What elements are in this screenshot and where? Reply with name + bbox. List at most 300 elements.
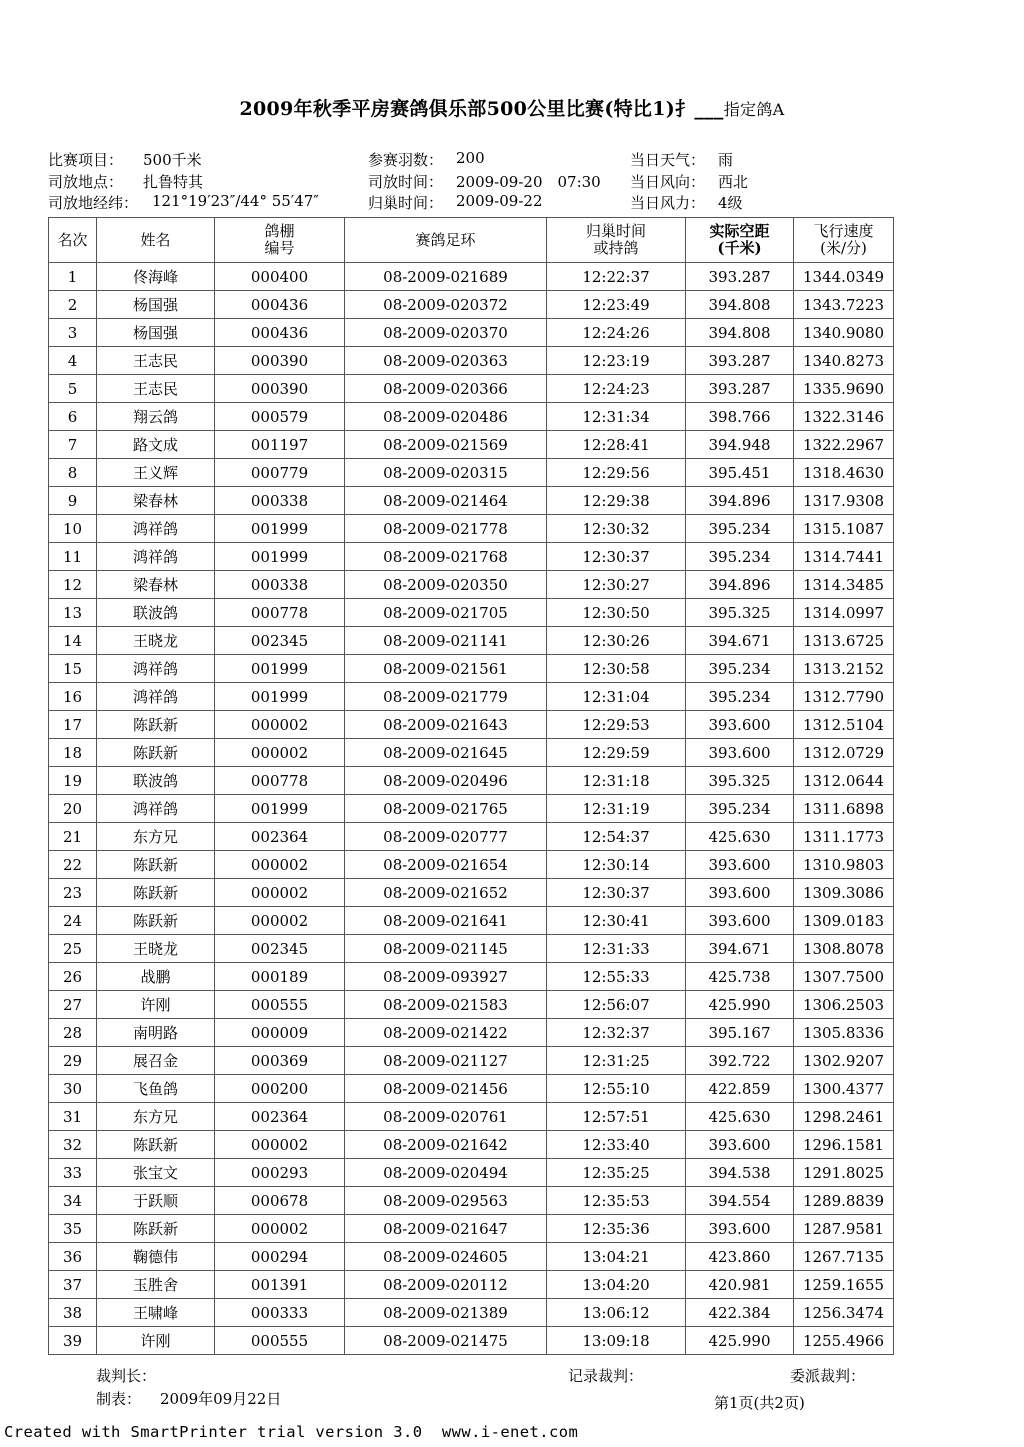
cell-time: 12:35:25 xyxy=(547,1159,686,1187)
cell-rank: 34 xyxy=(49,1187,97,1215)
cell-speed: 1296.1581 xyxy=(794,1131,894,1159)
cell-name: 陈跃新 xyxy=(97,851,215,879)
cell-distance: 393.600 xyxy=(686,851,794,879)
table-row xyxy=(49,935,894,963)
cell-name: 翔云鸽 xyxy=(97,403,215,431)
cell-time: 12:29:59 xyxy=(547,739,686,767)
cell-distance: 393.600 xyxy=(686,1131,794,1159)
cell-distance: 393.600 xyxy=(686,907,794,935)
table-row xyxy=(49,627,894,655)
cell-speed: 1300.4377 xyxy=(794,1075,894,1103)
wind-force-label: 当日风力： xyxy=(630,194,706,212)
table-row xyxy=(49,907,894,935)
cell-ring: 08-2009-021768 xyxy=(345,543,547,571)
table-row xyxy=(49,1019,894,1047)
cell-rank: 1 xyxy=(49,263,97,291)
table-row xyxy=(49,879,894,907)
cell-loft: 000436 xyxy=(215,291,345,319)
cell-distance: 425.738 xyxy=(686,963,794,991)
header-loft: 鸽棚 编号 xyxy=(215,218,345,263)
cell-time: 12:30:32 xyxy=(547,515,686,543)
cell-ring: 08-2009-021779 xyxy=(345,683,547,711)
cell-distance: 395.325 xyxy=(686,599,794,627)
weather-label: 当日天气： xyxy=(630,151,706,169)
table-row xyxy=(49,1075,894,1103)
cell-time: 12:29:53 xyxy=(547,711,686,739)
cell-ring: 08-2009-020777 xyxy=(345,823,547,851)
wind-force-value: 4级 xyxy=(718,194,743,212)
table-row xyxy=(49,403,894,431)
cell-time: 13:04:20 xyxy=(547,1271,686,1299)
cell-name: 飞鱼鸽 xyxy=(97,1075,215,1103)
cell-loft: 000390 xyxy=(215,347,345,375)
cell-loft: 000002 xyxy=(215,1215,345,1243)
table-row xyxy=(49,655,894,683)
table-row xyxy=(49,347,894,375)
cell-loft: 000002 xyxy=(215,1131,345,1159)
cell-speed: 1287.9581 xyxy=(794,1215,894,1243)
cell-ring: 08-2009-021389 xyxy=(345,1299,547,1327)
cell-time: 12:29:38 xyxy=(547,487,686,515)
cell-distance: 394.554 xyxy=(686,1187,794,1215)
table-row xyxy=(49,1215,894,1243)
table-row xyxy=(49,515,894,543)
header-rank: 名次 xyxy=(49,218,97,263)
table-row xyxy=(49,459,894,487)
cell-name: 杨国强 xyxy=(97,291,215,319)
cell-time: 12:31:18 xyxy=(547,767,686,795)
cell-rank: 24 xyxy=(49,907,97,935)
cell-ring: 08-2009-021475 xyxy=(345,1327,547,1355)
cell-rank: 32 xyxy=(49,1131,97,1159)
cell-speed: 1314.0997 xyxy=(794,599,894,627)
project-label: 比赛项目： xyxy=(48,151,124,169)
cell-ring: 08-2009-021705 xyxy=(345,599,547,627)
cell-distance: 395.234 xyxy=(686,795,794,823)
cell-ring: 08-2009-021778 xyxy=(345,515,547,543)
made-by-label: 制表： xyxy=(96,1390,142,1408)
cell-loft: 000778 xyxy=(215,767,345,795)
cell-time: 12:29:56 xyxy=(547,459,686,487)
table-row xyxy=(49,1159,894,1187)
cell-speed: 1312.7790 xyxy=(794,683,894,711)
cell-distance: 423.860 xyxy=(686,1243,794,1271)
cell-time: 12:31:19 xyxy=(547,795,686,823)
cell-ring: 08-2009-020315 xyxy=(345,459,547,487)
cell-speed: 1340.8273 xyxy=(794,347,894,375)
cell-speed: 1318.4630 xyxy=(794,459,894,487)
cell-loft: 001391 xyxy=(215,1271,345,1299)
cell-loft: 001999 xyxy=(215,515,345,543)
cell-speed: 1311.1773 xyxy=(794,823,894,851)
cell-ring: 08-2009-021456 xyxy=(345,1075,547,1103)
cell-loft: 000333 xyxy=(215,1299,345,1327)
release-place-value: 扎鲁特其 xyxy=(143,173,204,191)
page-indicator: 第1页(共2页) xyxy=(714,1394,805,1412)
cell-rank: 38 xyxy=(49,1299,97,1327)
cell-distance: 395.234 xyxy=(686,655,794,683)
cell-loft: 002364 xyxy=(215,823,345,851)
cell-time: 12:33:40 xyxy=(547,1131,686,1159)
cell-distance: 394.896 xyxy=(686,487,794,515)
cell-time: 12:30:37 xyxy=(547,879,686,907)
cell-rank: 35 xyxy=(49,1215,97,1243)
header-name: 姓名 xyxy=(97,218,215,263)
cell-ring: 08-2009-021654 xyxy=(345,851,547,879)
cell-loft: 000009 xyxy=(215,1019,345,1047)
cell-speed: 1291.8025 xyxy=(794,1159,894,1187)
cell-loft: 001197 xyxy=(215,431,345,459)
cell-time: 12:30:37 xyxy=(547,543,686,571)
cell-rank: 33 xyxy=(49,1159,97,1187)
report-title-blank: ___ xyxy=(694,98,724,120)
table-row xyxy=(49,1187,894,1215)
cell-rank: 17 xyxy=(49,711,97,739)
cell-ring: 08-2009-021642 xyxy=(345,1131,547,1159)
cell-ring: 08-2009-020494 xyxy=(345,1159,547,1187)
cell-ring: 08-2009-020496 xyxy=(345,767,547,795)
cell-rank: 4 xyxy=(49,347,97,375)
table-row xyxy=(49,1131,894,1159)
cell-rank: 28 xyxy=(49,1019,97,1047)
cell-name: 王志民 xyxy=(97,375,215,403)
cell-distance: 395.234 xyxy=(686,683,794,711)
cell-rank: 21 xyxy=(49,823,97,851)
cell-speed: 1256.3474 xyxy=(794,1299,894,1327)
cell-distance: 395.234 xyxy=(686,543,794,571)
cell-distance: 420.981 xyxy=(686,1271,794,1299)
cell-rank: 2 xyxy=(49,291,97,319)
cell-speed: 1306.2503 xyxy=(794,991,894,1019)
table-row xyxy=(49,823,894,851)
wind-dir-label: 当日风向： xyxy=(630,173,706,191)
cell-speed: 1311.6898 xyxy=(794,795,894,823)
cell-rank: 13 xyxy=(49,599,97,627)
cell-speed: 1313.6725 xyxy=(794,627,894,655)
cell-speed: 1255.4966 xyxy=(794,1327,894,1355)
cell-speed: 1335.9690 xyxy=(794,375,894,403)
cell-name: 陈跃新 xyxy=(97,879,215,907)
cell-time: 12:31:25 xyxy=(547,1047,686,1075)
count-value: 200 xyxy=(456,149,485,167)
cell-distance: 394.948 xyxy=(686,431,794,459)
weather-value: 雨 xyxy=(718,151,734,169)
project-value: 500千米 xyxy=(143,151,202,169)
cell-name: 战鹏 xyxy=(97,963,215,991)
cell-distance: 393.600 xyxy=(686,711,794,739)
cell-rank: 36 xyxy=(49,1243,97,1271)
cell-speed: 1322.2967 xyxy=(794,431,894,459)
cell-speed: 1309.0183 xyxy=(794,907,894,935)
cell-rank: 30 xyxy=(49,1075,97,1103)
cell-time: 13:04:21 xyxy=(547,1243,686,1271)
watermark-text: Created with SmartPrinter trial version 3.0 www.i-enet.com xyxy=(4,1423,579,1441)
cell-time: 12:31:04 xyxy=(547,683,686,711)
cell-name: 玉胜舍 xyxy=(97,1271,215,1299)
cell-distance: 425.990 xyxy=(686,991,794,1019)
cell-distance: 393.287 xyxy=(686,375,794,403)
header-time: 归巢时间 或持鸽 xyxy=(547,218,686,263)
cell-time: 12:56:07 xyxy=(547,991,686,1019)
cell-rank: 29 xyxy=(49,1047,97,1075)
return-time-value: 2009-09-22 xyxy=(456,192,543,210)
cell-speed: 1315.1087 xyxy=(794,515,894,543)
cell-time: 12:57:51 xyxy=(547,1103,686,1131)
cell-rank: 19 xyxy=(49,767,97,795)
table-row xyxy=(49,431,894,459)
cell-ring: 08-2009-020363 xyxy=(345,347,547,375)
cell-distance: 422.384 xyxy=(686,1299,794,1327)
table-row xyxy=(49,739,894,767)
cell-time: 12:32:37 xyxy=(547,1019,686,1047)
cell-name: 联波鸽 xyxy=(97,599,215,627)
cell-time: 12:30:41 xyxy=(547,907,686,935)
delegate-label: 委派裁判： xyxy=(790,1367,866,1385)
cell-loft: 001999 xyxy=(215,683,345,711)
cell-loft: 002345 xyxy=(215,935,345,963)
cell-rank: 18 xyxy=(49,739,97,767)
cell-ring: 08-2009-021561 xyxy=(345,655,547,683)
cell-loft: 000555 xyxy=(215,1327,345,1355)
chief-judge-label: 裁判长： xyxy=(96,1367,157,1385)
cell-time: 12:54:37 xyxy=(547,823,686,851)
table-row xyxy=(49,1327,894,1355)
cell-time: 12:30:58 xyxy=(547,655,686,683)
cell-time: 12:55:33 xyxy=(547,963,686,991)
cell-time: 12:35:53 xyxy=(547,1187,686,1215)
cell-distance: 425.630 xyxy=(686,823,794,851)
cell-name: 东方兄 xyxy=(97,823,215,851)
cell-loft: 000002 xyxy=(215,851,345,879)
cell-rank: 20 xyxy=(49,795,97,823)
cell-rank: 23 xyxy=(49,879,97,907)
cell-speed: 1310.9803 xyxy=(794,851,894,879)
cell-distance: 395.451 xyxy=(686,459,794,487)
cell-loft: 001999 xyxy=(215,543,345,571)
cell-name: 佟海峰 xyxy=(97,263,215,291)
cell-distance: 393.600 xyxy=(686,739,794,767)
cell-time: 12:30:50 xyxy=(547,599,686,627)
cell-name: 南明路 xyxy=(97,1019,215,1047)
cell-loft: 000338 xyxy=(215,571,345,599)
cell-speed: 1343.7223 xyxy=(794,291,894,319)
cell-speed: 1309.3086 xyxy=(794,879,894,907)
cell-ring: 08-2009-021422 xyxy=(345,1019,547,1047)
cell-rank: 6 xyxy=(49,403,97,431)
coords-value: 121°19′23″/44° 55′47″ xyxy=(152,192,319,210)
cell-speed: 1307.7500 xyxy=(794,963,894,991)
cell-name: 东方兄 xyxy=(97,1103,215,1131)
cell-distance: 395.234 xyxy=(686,515,794,543)
cell-distance: 394.808 xyxy=(686,319,794,347)
cell-distance: 422.859 xyxy=(686,1075,794,1103)
cell-rank: 37 xyxy=(49,1271,97,1299)
cell-distance: 425.630 xyxy=(686,1103,794,1131)
cell-loft: 000579 xyxy=(215,403,345,431)
cell-time: 12:23:19 xyxy=(547,347,686,375)
cell-loft: 000400 xyxy=(215,263,345,291)
cell-distance: 392.722 xyxy=(686,1047,794,1075)
cell-loft: 000436 xyxy=(215,319,345,347)
cell-speed: 1322.3146 xyxy=(794,403,894,431)
cell-loft: 000002 xyxy=(215,739,345,767)
cell-ring: 08-2009-020486 xyxy=(345,403,547,431)
cell-distance: 393.287 xyxy=(686,263,794,291)
cell-time: 12:30:14 xyxy=(547,851,686,879)
cell-ring: 08-2009-021647 xyxy=(345,1215,547,1243)
cell-name: 陈跃新 xyxy=(97,711,215,739)
cell-name: 展召金 xyxy=(97,1047,215,1075)
table-header-row xyxy=(49,218,894,263)
cell-name: 梁春林 xyxy=(97,571,215,599)
recorder-label: 记录裁判： xyxy=(568,1367,644,1385)
cell-rank: 11 xyxy=(49,543,97,571)
table-row xyxy=(49,991,894,1019)
cell-time: 12:35:36 xyxy=(547,1215,686,1243)
cell-name: 鸿祥鸽 xyxy=(97,543,215,571)
cell-speed: 1314.7441 xyxy=(794,543,894,571)
cell-distance: 394.671 xyxy=(686,935,794,963)
cell-name: 杨国强 xyxy=(97,319,215,347)
table-row xyxy=(49,571,894,599)
report-title-suffix: 指定鸽A xyxy=(723,100,785,119)
table-row xyxy=(49,1243,894,1271)
results-table xyxy=(48,217,894,1355)
cell-time: 13:09:18 xyxy=(547,1327,686,1355)
cell-distance: 395.325 xyxy=(686,767,794,795)
cell-loft: 000678 xyxy=(215,1187,345,1215)
coords-label: 司放地经纬： xyxy=(48,194,139,212)
cell-time: 12:30:27 xyxy=(547,571,686,599)
return-time-label: 归巢时间： xyxy=(368,194,444,212)
cell-ring: 08-2009-021765 xyxy=(345,795,547,823)
cell-time: 12:24:23 xyxy=(547,375,686,403)
cell-name: 路文成 xyxy=(97,431,215,459)
cell-ring: 08-2009-021127 xyxy=(345,1047,547,1075)
cell-speed: 1267.7135 xyxy=(794,1243,894,1271)
cell-loft: 001999 xyxy=(215,795,345,823)
cell-speed: 1312.0644 xyxy=(794,767,894,795)
table-row xyxy=(49,291,894,319)
cell-distance: 393.600 xyxy=(686,879,794,907)
header-ring: 赛鸽足环 xyxy=(345,218,547,263)
cell-speed: 1305.8336 xyxy=(794,1019,894,1047)
cell-name: 鸿祥鸽 xyxy=(97,515,215,543)
cell-ring: 08-2009-021643 xyxy=(345,711,547,739)
cell-speed: 1317.9308 xyxy=(794,487,894,515)
cell-name: 许刚 xyxy=(97,991,215,1019)
cell-name: 鸿祥鸽 xyxy=(97,683,215,711)
cell-rank: 3 xyxy=(49,319,97,347)
table-row xyxy=(49,543,894,571)
table-row xyxy=(49,599,894,627)
cell-time: 12:30:26 xyxy=(547,627,686,655)
cell-rank: 12 xyxy=(49,571,97,599)
table-row xyxy=(49,795,894,823)
cell-loft: 000555 xyxy=(215,991,345,1019)
cell-rank: 25 xyxy=(49,935,97,963)
table-row xyxy=(49,487,894,515)
release-time-label: 司放时间： xyxy=(368,173,444,191)
header-distance: 实际空距 (千米) xyxy=(686,218,794,263)
cell-ring: 08-2009-021641 xyxy=(345,907,547,935)
cell-time: 13:06:12 xyxy=(547,1299,686,1327)
cell-ring: 08-2009-020372 xyxy=(345,291,547,319)
table-row xyxy=(49,963,894,991)
cell-time: 12:55:10 xyxy=(547,1075,686,1103)
cell-ring: 08-2009-021689 xyxy=(345,263,547,291)
cell-speed: 1259.1655 xyxy=(794,1271,894,1299)
cell-rank: 31 xyxy=(49,1103,97,1131)
cell-rank: 39 xyxy=(49,1327,97,1355)
cell-time: 12:31:33 xyxy=(547,935,686,963)
cell-speed: 1312.0729 xyxy=(794,739,894,767)
cell-loft: 000369 xyxy=(215,1047,345,1075)
report-title-main: 2009年秋季平房赛鸽俱乐部500公里比赛(特比1)扌 xyxy=(239,98,695,120)
cell-time: 12:24:26 xyxy=(547,319,686,347)
cell-name: 鸿祥鸽 xyxy=(97,655,215,683)
header-speed: 飞行速度 (米/分) xyxy=(794,218,894,263)
cell-loft: 000002 xyxy=(215,879,345,907)
cell-name: 王晓龙 xyxy=(97,627,215,655)
cell-ring: 08-2009-029563 xyxy=(345,1187,547,1215)
cell-name: 王义辉 xyxy=(97,459,215,487)
table-row xyxy=(49,683,894,711)
cell-distance: 395.167 xyxy=(686,1019,794,1047)
cell-loft: 000002 xyxy=(215,907,345,935)
cell-name: 陈跃新 xyxy=(97,739,215,767)
cell-time: 12:28:41 xyxy=(547,431,686,459)
cell-speed: 1289.8839 xyxy=(794,1187,894,1215)
cell-rank: 5 xyxy=(49,375,97,403)
cell-name: 王啸峰 xyxy=(97,1299,215,1327)
cell-speed: 1313.2152 xyxy=(794,655,894,683)
cell-speed: 1308.8078 xyxy=(794,935,894,963)
cell-name: 王晓龙 xyxy=(97,935,215,963)
cell-loft: 000189 xyxy=(215,963,345,991)
cell-ring: 08-2009-020350 xyxy=(345,571,547,599)
cell-loft: 001999 xyxy=(215,655,345,683)
cell-ring: 08-2009-021145 xyxy=(345,935,547,963)
cell-loft: 000294 xyxy=(215,1243,345,1271)
cell-loft: 000778 xyxy=(215,599,345,627)
cell-loft: 000293 xyxy=(215,1159,345,1187)
count-label: 参赛羽数： xyxy=(368,151,444,169)
cell-loft: 002345 xyxy=(215,627,345,655)
cell-ring: 08-2009-021645 xyxy=(345,739,547,767)
cell-ring: 08-2009-024605 xyxy=(345,1243,547,1271)
table-row xyxy=(49,1047,894,1075)
table-row xyxy=(49,319,894,347)
cell-rank: 8 xyxy=(49,459,97,487)
cell-name: 陈跃新 xyxy=(97,907,215,935)
cell-distance: 394.671 xyxy=(686,627,794,655)
cell-ring: 08-2009-020761 xyxy=(345,1103,547,1131)
cell-ring: 08-2009-021569 xyxy=(345,431,547,459)
cell-name: 联波鸽 xyxy=(97,767,215,795)
cell-name: 王志民 xyxy=(97,347,215,375)
table-row xyxy=(49,1271,894,1299)
cell-speed: 1314.3485 xyxy=(794,571,894,599)
results-body xyxy=(49,263,894,1355)
table-row xyxy=(49,263,894,291)
table-row xyxy=(49,375,894,403)
cell-ring: 08-2009-020366 xyxy=(345,375,547,403)
cell-loft: 000390 xyxy=(215,375,345,403)
cell-rank: 22 xyxy=(49,851,97,879)
cell-time: 12:22:37 xyxy=(547,263,686,291)
cell-time: 12:31:34 xyxy=(547,403,686,431)
